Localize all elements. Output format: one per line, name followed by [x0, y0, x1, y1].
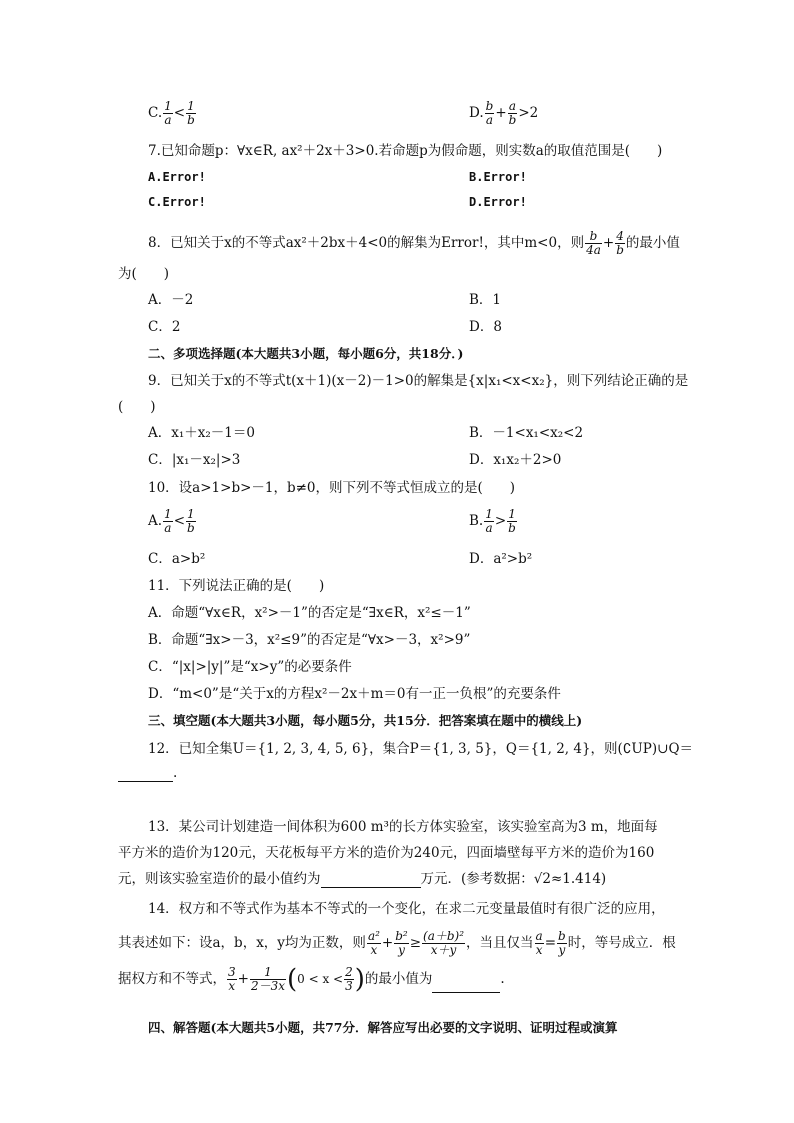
denominator: 3 [345, 979, 353, 993]
q8-option-a: A．－2 [148, 292, 194, 308]
fraction [367, 930, 381, 957]
denominator: y [558, 943, 566, 957]
operator: < [173, 513, 185, 529]
q14-text: 其表述如下：设a，b，x，y均为正数，则 [118, 935, 366, 951]
q10-option-c: C．a>b² [148, 551, 206, 567]
numerator: 2 [345, 965, 353, 979]
option-prefix: C. [148, 105, 163, 121]
operator: + [237, 971, 249, 987]
fraction [163, 100, 173, 127]
numerator: b [558, 929, 566, 943]
q14-line1: 14．权方和不等式作为基本不等式的一个变化，在求二元变量最值时有很广泛的应用， [148, 901, 665, 917]
q8-option-c: C．2 [148, 319, 181, 335]
fraction [507, 508, 517, 535]
q8-stem-text: 8．已知关于x的不等式ax²＋2bx＋4<0的解集为Error!，其中m<0，则 [148, 235, 585, 251]
denominator: b [187, 521, 195, 535]
q10-option-b [469, 508, 518, 535]
right-paren: ) [354, 964, 365, 995]
q14-line3 [118, 966, 505, 993]
q9-option-d: D．x₁x₂＋2>0 [469, 452, 562, 468]
numerator: 1 [485, 507, 493, 521]
denominator: a [485, 521, 493, 535]
fraction [615, 230, 625, 257]
q9-option-b: B．－1<x₁<x₂<2 [469, 425, 584, 441]
numerator: 1 [187, 99, 195, 113]
section-heading-2: 二、多项选择题(本大题共3小题，每小题6分，共18分．) [148, 346, 464, 361]
denominator: a [164, 113, 172, 127]
fraction [484, 508, 494, 535]
numerator: b [485, 99, 494, 113]
fraction [163, 508, 173, 535]
fraction [485, 100, 495, 127]
q6-option-c [148, 100, 197, 127]
q13-line3 [118, 870, 606, 888]
denominator: 4a [586, 243, 601, 257]
option-prefix: D. [469, 105, 484, 121]
numerator: 3 [228, 965, 236, 979]
condition: 0 < x < [297, 972, 344, 986]
operator: = [544, 935, 557, 951]
denominator: b [616, 243, 624, 257]
q11-option-a: A．命题“∀x∈R，x²>－1”的否定是“∃x∈R，x²≤－1” [148, 605, 471, 621]
q9-option-c: C．|x₁－x₂|>3 [148, 452, 241, 468]
fraction [394, 930, 409, 957]
q14-line2 [118, 930, 676, 957]
numerator: 1 [264, 965, 272, 979]
section-heading-4: 四、解答题(本大题共5小题，共77分．解答应写出必要的文字说明、证明过程或演算 [148, 1020, 618, 1035]
q7-option-d: D.Error! [469, 195, 527, 209]
q7-option-c: C.Error! [148, 195, 206, 209]
fraction [585, 230, 602, 257]
answer-blank[interactable] [321, 873, 421, 888]
fraction [227, 966, 237, 993]
q13-line1: 13．某公司计划建造一间体积为600 m³的长方体实验室，该实验室高为3 m，地面每 [148, 819, 658, 835]
fraction [535, 930, 544, 957]
numerator: 1 [164, 99, 172, 113]
left-paren: ( [287, 964, 298, 995]
operator: > [494, 513, 507, 529]
q13-text: 万元．(参考数据：√2≈1.414) [420, 871, 607, 887]
q12-answer-line [118, 764, 177, 782]
option-prefix: B. [469, 513, 484, 529]
denominator: x [228, 979, 236, 993]
q9-stem-cont: ( ) [118, 399, 156, 415]
q9-stem: 9．已知关于x的不等式t(x＋1)(x－2)－1>0的解集是{x|x₁<x<x₂}，则下列结论正确的是 [148, 373, 689, 389]
numerator: a [535, 929, 543, 943]
answer-blank[interactable] [118, 767, 173, 782]
q7-option-a: A.Error! [148, 170, 206, 184]
denominator: x [367, 943, 381, 957]
fraction [508, 100, 518, 127]
fraction [344, 966, 354, 993]
denominator: x [535, 943, 543, 957]
denominator: b [187, 113, 195, 127]
q14-text: 据权方和不等式， [118, 971, 226, 987]
q8-option-d: D．8 [469, 319, 502, 335]
q14-text: ，当且仅当 [466, 935, 534, 951]
numerator: 1 [164, 507, 172, 521]
denominator: a [164, 521, 172, 535]
numerator: 4 [616, 229, 624, 243]
q6-option-d [469, 100, 538, 127]
fraction [250, 966, 286, 993]
period: . [173, 765, 178, 781]
period: . [500, 971, 505, 987]
numerator: (a＋b)² [423, 929, 465, 943]
q11-option-d: D．“m<0”是“关于x的方程x²－2x＋m＝0有一正一负根”的充要条件 [148, 686, 561, 702]
q11-stem: 11．下列说法正确的是( ) [148, 578, 325, 594]
operator: + [602, 235, 615, 251]
operator: ≥ [409, 935, 422, 951]
q10-option-d: D．a²>b² [469, 551, 533, 567]
q14-text: 时，等号成立．根 [567, 935, 676, 951]
denominator: x＋y [422, 943, 465, 957]
fraction [422, 930, 465, 957]
denominator: 2－3x [250, 979, 285, 993]
q14-text: 的最小值为 [364, 971, 433, 987]
numerator: 1 [508, 507, 516, 521]
operator: >2 [518, 105, 539, 121]
q7-option-b: B.Error! [469, 170, 527, 184]
q11-option-b: B．命题“∃x>－3，x²≤9”的否定是“∀x>－3，x²>9” [148, 632, 471, 648]
q8-stem-cont: 为( ) [118, 266, 170, 282]
q8-stem-text: 的最小值 [625, 235, 680, 251]
numerator: b [589, 229, 598, 243]
denominator: b [508, 113, 517, 127]
operator: + [495, 105, 507, 121]
section-heading-3: 三、填空题(本大题共3小题，每小题5分，共15分．把答案填在题中的横线上) [148, 713, 583, 728]
fraction [186, 508, 196, 535]
fraction [557, 930, 567, 957]
q10-option-a [148, 508, 197, 535]
q13-line2: 平方米的造价为120元，天花板每平方米的造价为240元，四面墙壁每平方米的造价为160 [118, 845, 655, 861]
denominator: a [485, 113, 494, 127]
q11-option-c: C．“|x|>|y|”是“x>y”的必要条件 [148, 659, 352, 675]
q10-stem: 10．设a>1>b>－1，b≠0，则下列不等式恒成立的是( ) [148, 480, 516, 496]
operator: < [173, 105, 186, 121]
q8-option-b: B．1 [469, 292, 502, 308]
numerator: a [508, 99, 517, 113]
q13-text: 元，则该实验室造价的最小值约为 [118, 871, 321, 887]
operator: + [381, 935, 394, 951]
numerator: b² [395, 929, 408, 943]
answer-blank[interactable] [432, 978, 500, 993]
q12-stem: 12．已知全集U＝{1, 2, 3, 4, 5, 6}，集合P＝{1, 3, 5}，Q＝{1, 2, 4}，则(∁UP)∪Q＝ [148, 741, 694, 757]
q9-option-a: A．x₁＋x₂－1＝0 [148, 425, 255, 441]
denominator: y [394, 943, 409, 957]
q7-stem: 7.已知命题p：∀x∈R, ax²＋2x＋3>0.若命题p为假命题，则实数a的取值范围是( ) [148, 143, 663, 159]
numerator: 1 [187, 507, 195, 521]
q8-stem [148, 230, 680, 257]
denominator: b [508, 521, 516, 535]
fraction [186, 100, 196, 127]
option-prefix: A. [148, 513, 163, 529]
numerator: a² [367, 929, 380, 943]
